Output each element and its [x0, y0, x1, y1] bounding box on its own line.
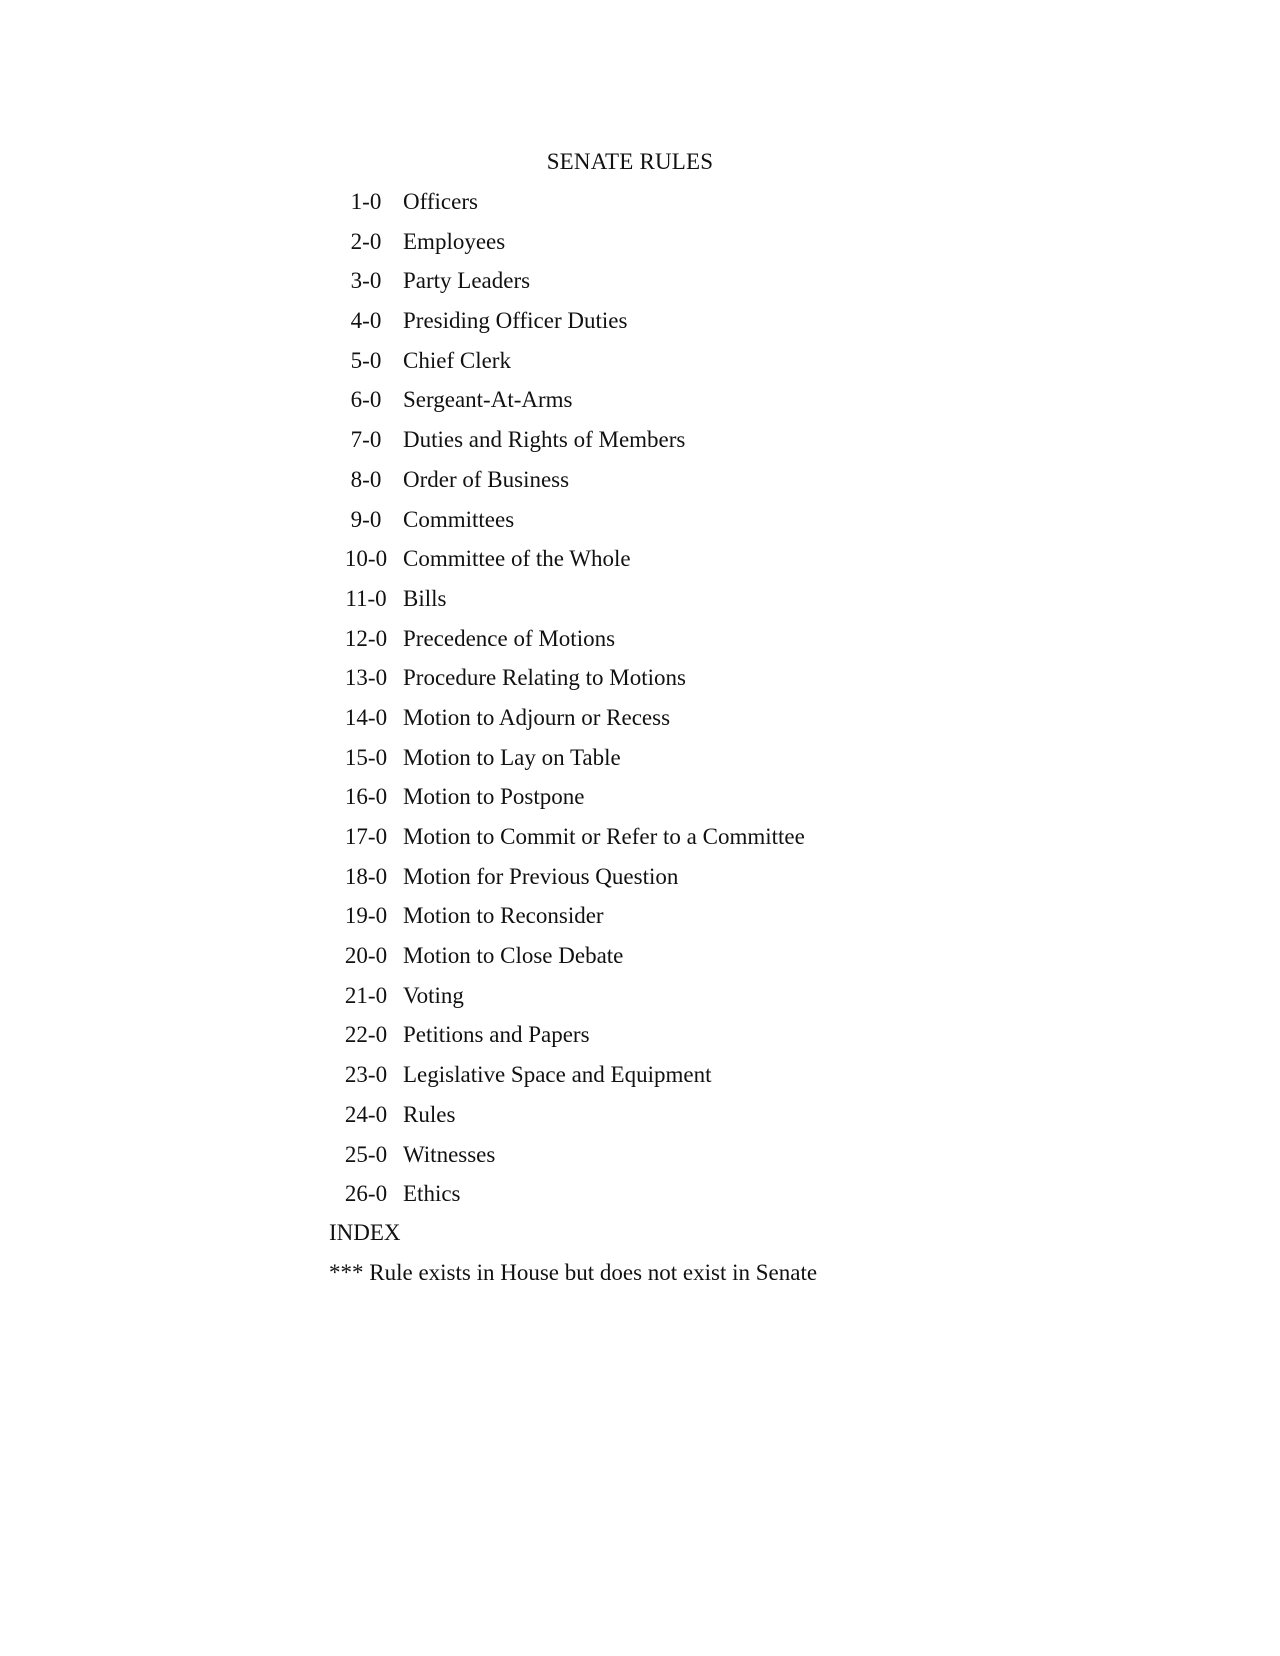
rule-title: Precedence of Motions — [403, 625, 616, 651]
rule-number: 9-0 — [350, 506, 382, 532]
rule-title: Motion for Previous Question — [403, 863, 679, 889]
rule-title: Petitions and Papers — [403, 1022, 590, 1048]
toc-entry — [329, 266, 1029, 306]
rule-number: 19-0 — [344, 903, 388, 929]
toc-entry — [329, 385, 1029, 425]
rule-number: 5-0 — [350, 347, 382, 373]
rule-title: Committee of the Whole — [403, 546, 631, 572]
rule-number: 25-0 — [344, 1141, 388, 1167]
toc-entry — [329, 901, 1029, 941]
toc-entry — [329, 941, 1029, 981]
rule-title: Duties and Rights of Members — [403, 427, 686, 453]
toc-entry — [329, 981, 1029, 1021]
toc-entry — [329, 822, 1029, 862]
rule-number: 24-0 — [344, 1101, 388, 1127]
page-title: SENATE RULES — [546, 149, 714, 174]
toc-entry — [329, 1020, 1029, 1060]
rule-number: 11-0 — [345, 585, 387, 611]
rule-title: Motion to Lay on Table — [403, 744, 621, 770]
rules-table-of-contents — [329, 187, 1029, 1219]
rule-title: Presiding Officer Duties — [403, 308, 628, 334]
toc-entry — [329, 505, 1029, 545]
rule-title: Employees — [403, 228, 506, 254]
rule-title: Motion to Adjourn or Recess — [403, 704, 671, 730]
rule-number: 23-0 — [344, 1062, 388, 1088]
rule-number: 16-0 — [344, 784, 388, 810]
rule-title: Legislative Space and Equipment — [403, 1062, 712, 1088]
rule-title: Voting — [403, 982, 464, 1008]
toc-entry — [329, 1140, 1029, 1180]
rule-number: 12-0 — [344, 625, 388, 651]
toc-entry — [329, 1060, 1029, 1100]
toc-entry — [329, 1179, 1029, 1219]
rule-title: Bills — [403, 585, 447, 611]
toc-entry — [329, 1100, 1029, 1140]
rule-number: 18-0 — [344, 863, 388, 889]
rule-title: Motion to Postpone — [403, 784, 585, 810]
toc-entry — [329, 703, 1029, 743]
toc-entry — [329, 306, 1029, 346]
toc-entry — [329, 425, 1029, 465]
rule-number: 10-0 — [344, 546, 388, 572]
rule-number: 26-0 — [344, 1181, 388, 1207]
rule-number: 3-0 — [350, 268, 382, 294]
toc-entry — [329, 544, 1029, 584]
index-label: INDEX — [329, 1220, 401, 1245]
rule-number: 6-0 — [350, 387, 382, 413]
rule-number: 14-0 — [344, 704, 388, 730]
rule-title: Witnesses — [403, 1141, 496, 1167]
rule-title: Rules — [403, 1101, 456, 1127]
toc-entry — [329, 663, 1029, 703]
rule-number: 4-0 — [350, 308, 382, 334]
rule-title: Motion to Commit or Refer to a Committee — [403, 824, 805, 849]
rule-number: 13-0 — [344, 665, 388, 691]
rule-number: 22-0 — [344, 1022, 388, 1048]
toc-entry — [329, 346, 1029, 386]
toc-entry — [329, 584, 1029, 624]
rule-number: 21-0 — [344, 982, 388, 1008]
rule-title: Party Leaders — [403, 268, 531, 294]
toc-entry — [329, 227, 1029, 267]
rule-title: Committees — [403, 506, 515, 532]
rule-title: Motion to Reconsider — [403, 903, 604, 929]
rule-number: 1-0 — [350, 189, 382, 214]
rule-number: 20-0 — [344, 943, 388, 969]
toc-entry — [329, 465, 1029, 505]
rule-number: 15-0 — [344, 744, 388, 770]
rule-number: 7-0 — [350, 427, 382, 453]
rule-title: Officers — [403, 189, 478, 214]
toc-entry — [329, 624, 1029, 664]
toc-entry — [329, 782, 1029, 822]
rule-title: Chief Clerk — [403, 347, 511, 373]
toc-entry — [329, 743, 1029, 783]
footnote: *** Rule exists in House but does not exist in Senate — [329, 1260, 818, 1285]
toc-entry — [329, 862, 1029, 902]
rule-number: 17-0 — [344, 824, 388, 849]
rule-title: Sergeant-At-Arms — [403, 387, 573, 413]
rule-title: Procedure Relating to Motions — [403, 665, 686, 691]
rule-number: 8-0 — [350, 466, 382, 492]
toc-entry — [329, 187, 1029, 227]
rule-title: Order of Business — [403, 466, 570, 492]
rule-number: 2-0 — [350, 228, 382, 254]
rule-title: Motion to Close Debate — [403, 943, 624, 969]
rule-title: Ethics — [403, 1181, 461, 1207]
